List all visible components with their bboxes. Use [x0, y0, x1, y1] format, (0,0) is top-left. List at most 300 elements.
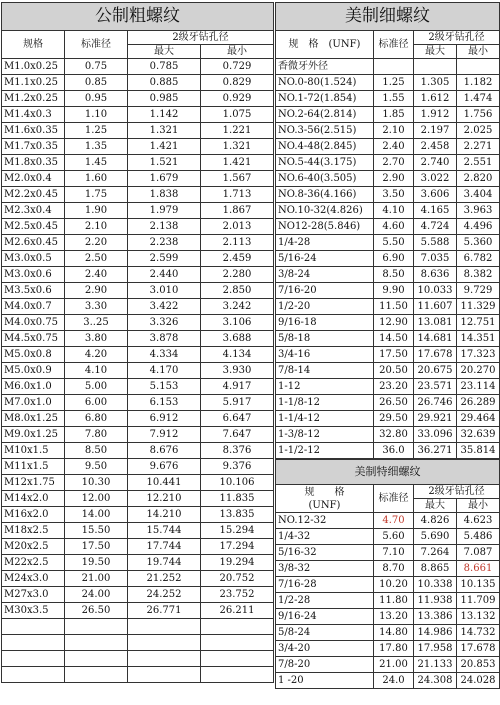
- table-row: [276, 529, 500, 545]
- cell-std: 1.45: [65, 155, 128, 171]
- cell-max: 7.035: [414, 251, 457, 267]
- table-row: [2, 507, 274, 523]
- cell-std: 4.10: [374, 203, 414, 219]
- cell-min: 2.271: [457, 139, 500, 155]
- cell-spec: 9/16-24: [276, 609, 374, 625]
- col-header-drill: 2级牙钻孔径: [414, 31, 500, 45]
- cell-std: 2.70: [374, 155, 414, 171]
- cell-std: 14.00: [65, 507, 128, 523]
- cell-min: 5.486: [457, 529, 500, 545]
- table-row: [2, 523, 274, 539]
- table-row: [276, 91, 500, 107]
- col-header-min: 最小: [201, 45, 274, 59]
- cell-min: 14.732: [457, 625, 500, 641]
- cell-spec: 1-1/2-12: [276, 443, 374, 459]
- cell-spec: 7/8-20: [276, 657, 374, 673]
- cell-min: 2.551: [457, 155, 500, 171]
- table-row: [2, 635, 274, 651]
- cell-spec: M8.0x1.25: [2, 411, 65, 427]
- cell-max: 26.746: [414, 395, 457, 411]
- table-row: [276, 267, 500, 283]
- cell-std: 9.90: [374, 283, 414, 299]
- cell-min: 23.114: [457, 379, 500, 395]
- cell-std: 1.85: [374, 107, 414, 123]
- cell-spec: M4.0x0.75: [2, 315, 65, 331]
- cell-min: 3.930: [201, 363, 274, 379]
- cell-max: 1.305: [414, 75, 457, 91]
- table-row: [276, 577, 500, 593]
- cell-std: 36.0: [374, 443, 414, 459]
- cell-spec: M14x2.0: [2, 491, 65, 507]
- cell-spec: 1/4-28: [276, 235, 374, 251]
- cell-std: 5.60: [374, 529, 414, 545]
- cell-spec: NO.3-56(2.515): [276, 123, 374, 139]
- cell-std: 2.40: [374, 139, 414, 155]
- table-row: [276, 641, 500, 657]
- cell-max: 26.771: [128, 603, 201, 619]
- table-row: [276, 363, 500, 379]
- cell-min: 4.496: [457, 219, 500, 235]
- cell-std: 9.50: [65, 459, 128, 475]
- table-row: [276, 107, 500, 123]
- cell-std: 5.00: [65, 379, 128, 395]
- cell-max: 0.785: [128, 59, 201, 75]
- cell-max: 9.676: [128, 459, 201, 475]
- cell-min: 2.459: [201, 251, 274, 267]
- cell-max: 2.197: [414, 123, 457, 139]
- cell-std: 8.50: [65, 443, 128, 459]
- table-row: [2, 171, 274, 187]
- table-row: [2, 123, 274, 139]
- col-header-max: 最大: [414, 499, 457, 513]
- cell-spec: NO.12-32: [276, 513, 374, 529]
- col-header-spec-line2: (UNF): [308, 499, 341, 511]
- cell-spec: 1-1/8-12: [276, 395, 374, 411]
- cell-spec: NO.5-44(3.175): [276, 155, 374, 171]
- cell-std: 2.90: [65, 283, 128, 299]
- table-title: 美制细螺纹: [276, 3, 500, 31]
- cell-max: 1.912: [414, 107, 457, 123]
- cell-std: 1.25: [374, 75, 414, 91]
- col-header-min: 最小: [457, 499, 500, 513]
- col-header-std: 标准径: [65, 31, 128, 59]
- cell-max: 17.678: [414, 347, 457, 363]
- cell-min: 1.182: [457, 75, 500, 91]
- cell-max: 2.238: [128, 235, 201, 251]
- cell-std: 29.50: [374, 411, 414, 427]
- cell-spec: M9.0x1.25: [2, 427, 65, 443]
- cell-max: 2.740: [414, 155, 457, 171]
- table-row: [276, 443, 500, 459]
- cell-min: 15.294: [201, 523, 274, 539]
- col-header-drill: 2级牙钻孔径: [128, 31, 274, 45]
- cell-std: 0.75: [65, 59, 128, 75]
- table-row: [2, 91, 274, 107]
- cell-min: 35.814: [457, 443, 500, 459]
- cell-max: 17.958: [414, 641, 457, 657]
- table-row: [2, 619, 274, 635]
- cell-spec: [2, 635, 65, 651]
- cell-std: 6.90: [374, 251, 414, 267]
- cell-min: 0.929: [201, 91, 274, 107]
- cell-min: 1.867: [201, 203, 274, 219]
- cell-min: 0.829: [201, 75, 274, 91]
- cell-max: 3.422: [128, 299, 201, 315]
- cell-spec: M6.0x1.0: [2, 379, 65, 395]
- cell-max: [128, 651, 201, 667]
- cell-min: 26.289: [457, 395, 500, 411]
- cell-max: 0.985: [128, 91, 201, 107]
- cell-min: 11.709: [457, 593, 500, 609]
- cell-max: 15.744: [128, 523, 201, 539]
- cell-spec: M11x1.5: [2, 459, 65, 475]
- table-row: [2, 299, 274, 315]
- cell-std: 17.80: [374, 641, 414, 657]
- col-header-drill: 2级牙钻孔径: [414, 485, 500, 499]
- cell-max: 3.010: [128, 283, 201, 299]
- cell-min: 1.756: [457, 107, 500, 123]
- cell-max: 3.022: [414, 171, 457, 187]
- cell-min: 6.647: [201, 411, 274, 427]
- cell-max: 12.210: [128, 491, 201, 507]
- cell-std: 7.10: [374, 545, 414, 561]
- cell-min: 1.713: [201, 187, 274, 203]
- table-row: [2, 315, 274, 331]
- cell-std: 13.20: [374, 609, 414, 625]
- cell-max: 1.838: [128, 187, 201, 203]
- cell-min: 1.421: [201, 155, 274, 171]
- cell-max: 1.421: [128, 139, 201, 155]
- cell-spec: 1-3/8-12: [276, 427, 374, 443]
- cell-spec: 1/2-20: [276, 299, 374, 315]
- cell-max: 21.252: [128, 571, 201, 587]
- cell-std: 1.55: [374, 91, 414, 107]
- cell-spec: M2.3x0.4: [2, 203, 65, 219]
- cell-min: 0.729: [201, 59, 274, 75]
- table-row: [276, 609, 500, 625]
- cell-spec: M12x1.75: [2, 475, 65, 491]
- cell-min: 1.474: [457, 91, 500, 107]
- cell-max: 1.979: [128, 203, 201, 219]
- table-row: [2, 331, 274, 347]
- cell-std: 10.20: [374, 577, 414, 593]
- table-row: [2, 75, 274, 91]
- cell-min: 6.782: [457, 251, 500, 267]
- cell-max: 21.133: [414, 657, 457, 673]
- cell-std: 14.50: [374, 331, 414, 347]
- cell-max: 10.033: [414, 283, 457, 299]
- cell-std: 1.75: [65, 187, 128, 203]
- cell-std: 17.50: [374, 347, 414, 363]
- table-row: [2, 555, 274, 571]
- cell-std: 21.00: [65, 571, 128, 587]
- cell-max: 20.675: [414, 363, 457, 379]
- cell-std: 3.30: [65, 299, 128, 315]
- table-row: [2, 427, 274, 443]
- table-row: [2, 155, 274, 171]
- cell-std: 15.50: [65, 523, 128, 539]
- cell-max: 4.165: [414, 203, 457, 219]
- table-row: [276, 331, 500, 347]
- table-row: [2, 187, 274, 203]
- cell-min: 19.294: [201, 555, 274, 571]
- table-row: [276, 395, 500, 411]
- cell-spec: 5/16-32: [276, 545, 374, 561]
- table-row: [276, 251, 500, 267]
- cell-min: 24.028: [457, 673, 500, 689]
- table-row: [2, 475, 274, 491]
- table-row: [2, 443, 274, 459]
- table-row: [2, 651, 274, 667]
- cell-min: 1.567: [201, 171, 274, 187]
- cell-std: [65, 667, 128, 683]
- table-title: 公制粗螺纹: [2, 3, 274, 31]
- cell-max: 2.138: [128, 219, 201, 235]
- table-row: [276, 283, 500, 299]
- col-header-spec: 规 格 (UNF): [276, 31, 374, 59]
- cell-spec: 5/16-24: [276, 251, 374, 267]
- cell-max: 29.921: [414, 411, 457, 427]
- cell-spec: M5.0x0.9: [2, 363, 65, 379]
- table-row: [2, 219, 274, 235]
- cell-std: 24.0: [374, 673, 414, 689]
- cell-spec: 7/16-28: [276, 577, 374, 593]
- cell-min: 7.647: [201, 427, 274, 443]
- cell-min: 3.242: [201, 299, 274, 315]
- table-row: [276, 545, 500, 561]
- cell-spec: M1.0x0.25: [2, 59, 65, 75]
- cell-min: 20.853: [457, 657, 500, 673]
- cell-std: 6.80: [65, 411, 128, 427]
- cell-min: 13.835: [201, 507, 274, 523]
- cell-min: 13.132: [457, 609, 500, 625]
- cell-std: [65, 651, 128, 667]
- cell-max: 24.308: [414, 673, 457, 689]
- table-row: [276, 513, 500, 529]
- cell-spec: [2, 667, 65, 683]
- cell-max: 1.521: [128, 155, 201, 171]
- cell-max: 14.986: [414, 625, 457, 641]
- cell-max: 4.170: [128, 363, 201, 379]
- cell-std: 2.40: [65, 267, 128, 283]
- table-row: [276, 187, 500, 203]
- table-row: [276, 625, 500, 641]
- cell-max: 5.588: [414, 235, 457, 251]
- cell-min: 8.376: [201, 443, 274, 459]
- table-row: [2, 283, 274, 299]
- cell-std: 0.95: [65, 91, 128, 107]
- cell-min: 17.294: [201, 539, 274, 555]
- cell-min: 20.752: [201, 571, 274, 587]
- table-row: [2, 347, 274, 363]
- cell-max: 33.096: [414, 427, 457, 443]
- cell-std: 2.90: [374, 171, 414, 187]
- cell-min: 8.661: [457, 561, 500, 577]
- cell-min: [201, 651, 274, 667]
- table-row: [276, 657, 500, 673]
- cell-min: 2.820: [457, 171, 500, 187]
- cell-std: 4.20: [65, 347, 128, 363]
- table-row: [276, 673, 500, 689]
- table-row: [2, 571, 274, 587]
- cell-std: 19.50: [65, 555, 128, 571]
- cell-min: 10.106: [201, 475, 274, 491]
- cell-spec: [2, 619, 65, 635]
- cell-max: 5.690: [414, 529, 457, 545]
- cell-min: 3.106: [201, 315, 274, 331]
- cell-min: 8.382: [457, 267, 500, 283]
- col-header-spec: 规格: [2, 31, 65, 59]
- cell-spec: 1-12: [276, 379, 374, 395]
- cell-spec: 3/4-16: [276, 347, 374, 363]
- us-fine-thread-table: [275, 2, 500, 475]
- cell-max: 3.878: [128, 331, 201, 347]
- cell-max: 2.458: [414, 139, 457, 155]
- cell-spec: M5.0x0.8: [2, 347, 65, 363]
- cell-max: 3.606: [414, 187, 457, 203]
- table-row: [2, 459, 274, 475]
- table-row: [276, 593, 500, 609]
- table-row: [276, 155, 500, 171]
- cell-spec: M1.7x0.35: [2, 139, 65, 155]
- table-title: 美制特细螺纹: [276, 460, 500, 485]
- cell-std: 7.80: [65, 427, 128, 443]
- cell-std: 3.50: [374, 187, 414, 203]
- cell-spec: M1.6x0.35: [2, 123, 65, 139]
- table-row: [2, 491, 274, 507]
- cell-spec: 1/4-32: [276, 529, 374, 545]
- cell-max: 8.865: [414, 561, 457, 577]
- cell-spec: NO.10-32(4.826): [276, 203, 374, 219]
- cell-min: 5.917: [201, 395, 274, 411]
- cell-spec: 3/8-32: [276, 561, 374, 577]
- cell-min: 2.850: [201, 283, 274, 299]
- us-extra-fine-thread-table: [275, 459, 500, 689]
- cell-std: 11.80: [374, 593, 414, 609]
- cell-max: 11.938: [414, 593, 457, 609]
- cell-std: 8.50: [374, 267, 414, 283]
- cell-max: 13.386: [414, 609, 457, 625]
- cell-std: 23.20: [374, 379, 414, 395]
- cell-std: 24.00: [65, 587, 128, 603]
- cell-spec: 3/8-24: [276, 267, 374, 283]
- cell-spec: NO.1-72(1.854): [276, 91, 374, 107]
- col-header-std: 标准径: [374, 31, 414, 59]
- cell-std: 5.50: [374, 235, 414, 251]
- cell-spec: NO.8-36(4.166): [276, 187, 374, 203]
- cell-max: 4.826: [414, 513, 457, 529]
- cell-spec: M3.0x0.5: [2, 251, 65, 267]
- cell-min: 9.729: [457, 283, 500, 299]
- cell-max: 6.153: [128, 395, 201, 411]
- cell-min: 7.087: [457, 545, 500, 561]
- table-row: [276, 379, 500, 395]
- cell-min: 26.211: [201, 603, 274, 619]
- cell-max: 24.252: [128, 587, 201, 603]
- cell-max: 1.612: [414, 91, 457, 107]
- cell-spec: 7/8-14: [276, 363, 374, 379]
- cell-max: 8.636: [414, 267, 457, 283]
- cell-std: 12.00: [65, 491, 128, 507]
- cell-min: 4.134: [201, 347, 274, 363]
- cell-max: [128, 667, 201, 683]
- cell-std: 2.50: [65, 251, 128, 267]
- cell-max: [128, 635, 201, 651]
- cell-max: 1.321: [128, 123, 201, 139]
- cell-max: 7.264: [414, 545, 457, 561]
- table-row: [276, 123, 500, 139]
- cell-std: 2.20: [65, 235, 128, 251]
- table-row: [276, 315, 500, 331]
- col-header-min: 最小: [457, 45, 500, 59]
- col-header-max: 最大: [128, 45, 201, 59]
- cell-spec: 9/16-18: [276, 315, 374, 331]
- col-header-spec-line1: 规 格: [304, 486, 345, 498]
- cell-spec: M2.0x0.4: [2, 171, 65, 187]
- cell-min: 12.751: [457, 315, 500, 331]
- cell-spec: M1.4x0.3: [2, 107, 65, 123]
- cell-spec: M30x3.5: [2, 603, 65, 619]
- metric-coarse-thread-table: [1, 2, 274, 683]
- cell-min: 5.360: [457, 235, 500, 251]
- cell-std: 11.50: [374, 299, 414, 315]
- cell-spec: 1/2-28: [276, 593, 374, 609]
- cell-min: 4.623: [457, 513, 500, 529]
- cell-min: 11.329: [457, 299, 500, 315]
- cell-std: 17.50: [65, 539, 128, 555]
- cell-min: [201, 635, 274, 651]
- cell-min: 3.963: [457, 203, 500, 219]
- cell-spec: 5/8-18: [276, 331, 374, 347]
- cell-min: [201, 667, 274, 683]
- cell-max: [128, 619, 201, 635]
- col-header-spec: [276, 485, 374, 513]
- cell-min: 14.351: [457, 331, 500, 347]
- section-label: 香微牙外径: [276, 59, 374, 75]
- cell-std: 1.90: [65, 203, 128, 219]
- table-row: [2, 235, 274, 251]
- cell-std: 3..25: [65, 315, 128, 331]
- table-row: [2, 379, 274, 395]
- cell-min: 23.752: [201, 587, 274, 603]
- table-row: [276, 203, 500, 219]
- cell-max: 14.210: [128, 507, 201, 523]
- cell-spec: M1.8x0.35: [2, 155, 65, 171]
- cell-max: 23.571: [414, 379, 457, 395]
- cell-min: 17.323: [457, 347, 500, 363]
- cell-max: 6.912: [128, 411, 201, 427]
- cell-spec: M18x2.5: [2, 523, 65, 539]
- cell-std: 1.60: [65, 171, 128, 187]
- cell-min: 4.917: [201, 379, 274, 395]
- cell-min: 2.025: [457, 123, 500, 139]
- cell-std: 2.10: [65, 219, 128, 235]
- table-row: [276, 347, 500, 363]
- table-row: [2, 363, 274, 379]
- cell-max: 14.681: [414, 331, 457, 347]
- cell-min: 20.270: [457, 363, 500, 379]
- table-row: [2, 107, 274, 123]
- cell-std: 26.50: [374, 395, 414, 411]
- cell-max: 0.885: [128, 75, 201, 91]
- table-row: [2, 203, 274, 219]
- cell-std: 4.70: [374, 513, 414, 529]
- cell-max: 3.326: [128, 315, 201, 331]
- cell-spec: M2.6x0.45: [2, 235, 65, 251]
- cell-min: 1.321: [201, 139, 274, 155]
- cell-std: 4.60: [374, 219, 414, 235]
- cell-spec: 7/16-20: [276, 283, 374, 299]
